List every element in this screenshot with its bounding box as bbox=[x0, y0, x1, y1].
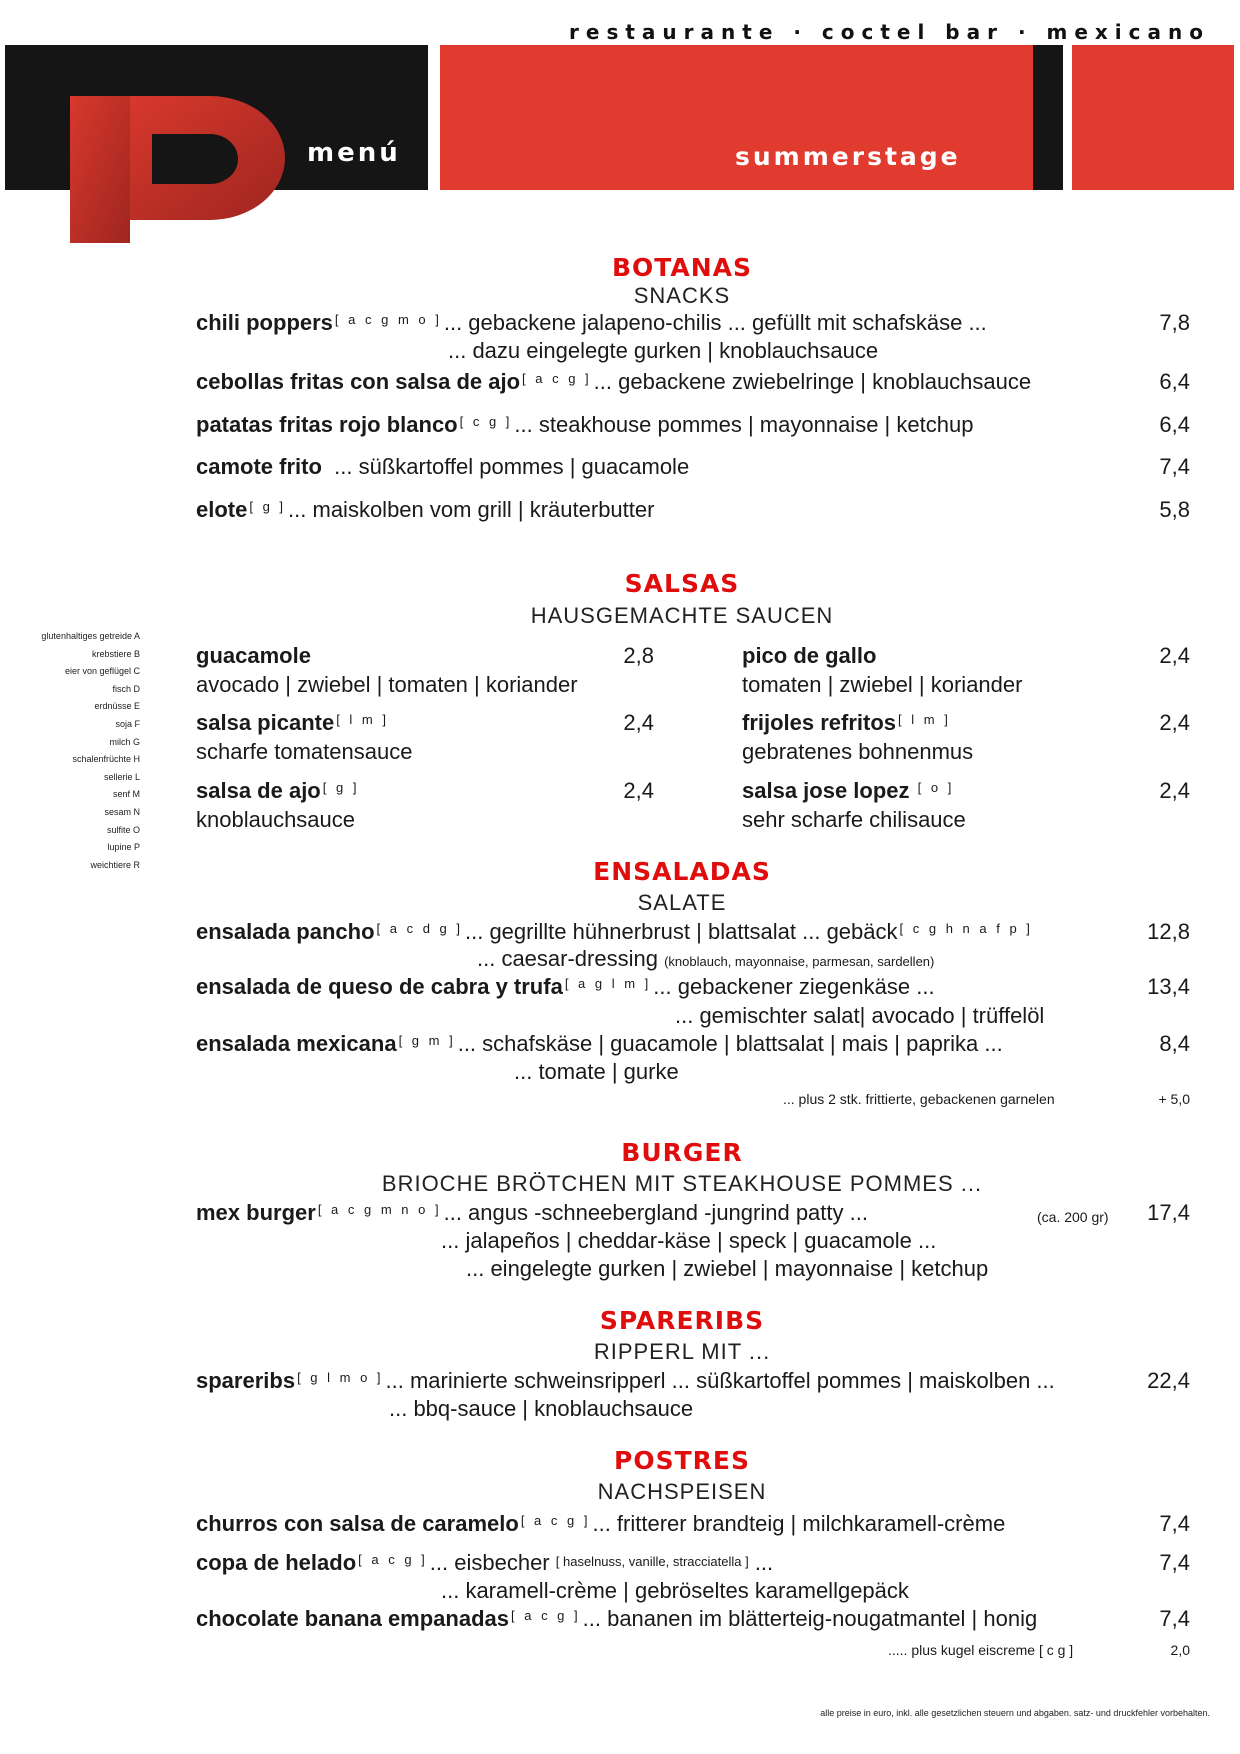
item-name: spareribs bbox=[196, 1368, 296, 1393]
section-title-spareribs: SPARERIBS bbox=[599, 1306, 765, 1335]
item-description: ... schafskäse | guacamole | blattsalat | mais | paprika ... bbox=[457, 1031, 1003, 1056]
item-description: ... fritterer brandteig | milchkaramell-crème bbox=[592, 1511, 1006, 1536]
section-title-ensaladas: ENSALADAS bbox=[593, 857, 771, 886]
item-price: 7,4 bbox=[1159, 454, 1190, 479]
section-subtitle-salsas: HAUSGEMACHTE SAUCEN bbox=[530, 603, 834, 628]
section-title-salsas: SALSAS bbox=[624, 569, 740, 598]
item-name: pico de gallo bbox=[742, 643, 877, 668]
menu-item-spareribs bbox=[196, 1368, 1055, 1394]
item-allergens: [ c g ] bbox=[459, 414, 513, 429]
allergen-item: milch G bbox=[109, 736, 140, 747]
allergen-item: glutenhaltiges getreide A bbox=[41, 631, 140, 641]
item-name: cebollas fritas con salsa de ajo bbox=[196, 369, 521, 394]
item-price: 2,4 bbox=[623, 710, 654, 735]
item-name: patatas fritas rojo blanco bbox=[196, 412, 458, 437]
item-price: 7,4 bbox=[1159, 1606, 1190, 1631]
item-description: tomaten | zwiebel | koriander bbox=[742, 672, 1023, 697]
allergen-item: lupine P bbox=[107, 842, 140, 853]
item-name: ensalada de queso de cabra y trufa bbox=[196, 974, 563, 999]
item-note: [ haselnuss, vanille, stracciatella ] bbox=[555, 1554, 749, 1569]
item-description: sehr scharfe chilisauce bbox=[742, 807, 966, 832]
item-description-line2: ... jalapeños | cheddar-käse | speck | guacamole ... bbox=[441, 1228, 937, 1253]
allergen-item: fisch D bbox=[112, 683, 140, 694]
item-description: ... süßkartoffel pommes | guacamole bbox=[334, 454, 690, 479]
item-allergens: [ g ] bbox=[322, 780, 360, 795]
section-title-postres: POSTRES bbox=[614, 1446, 750, 1475]
allergen-item: schalenfrüchte H bbox=[72, 754, 140, 765]
item-description-line2 bbox=[477, 946, 934, 972]
item-description: ... gebackene jalapeno-chilis ... gefüllt mit schafskäse ... bbox=[443, 310, 987, 335]
menu-item-salsa-de-ajo bbox=[196, 778, 361, 804]
extra-garnelen: ... plus 2 stk. frittierte, gebackenen garnelen bbox=[783, 1091, 1055, 1107]
item-price: 7,4 bbox=[1159, 1511, 1190, 1536]
item-allergens: [ a c g m n o ] bbox=[317, 1202, 442, 1217]
extra-eiscreme: ..... plus kugel eiscreme [ c g ] bbox=[888, 1642, 1074, 1658]
section-subtitle-burger: BRIOCHE BRÖTCHEN MIT STEAKHOUSE POMMES ... bbox=[381, 1171, 983, 1196]
item-price: 17,4 bbox=[1147, 1200, 1190, 1225]
item-price: 22,4 bbox=[1147, 1368, 1190, 1393]
allergen-item: sellerie L bbox=[103, 771, 140, 782]
menu-item-guacamole bbox=[196, 643, 311, 669]
menu-item-churros bbox=[196, 1511, 1005, 1537]
menu-item-salsa-jose-lopez bbox=[742, 778, 956, 804]
section-title-botanas: BOTANAS bbox=[611, 253, 753, 282]
item-name: elote bbox=[196, 497, 248, 522]
menu-item-camote-frito bbox=[196, 454, 689, 480]
item-description: ... marinierte schweinsripperl ... süßkartoffel pommes | maiskolben ... bbox=[385, 1368, 1055, 1393]
section-title-burger: BURGER bbox=[621, 1138, 743, 1167]
item-name: salsa de ajo bbox=[196, 778, 321, 803]
item-description: ... gebackener ziegenkäse ... bbox=[653, 974, 935, 999]
header-red-panel-right bbox=[1072, 45, 1234, 190]
item-description: ... caesar-dressing bbox=[477, 946, 658, 971]
section-subtitle-postres: NACHSPEISEN bbox=[597, 1479, 767, 1504]
logo-p-icon bbox=[60, 88, 290, 243]
extra-price: 2,0 bbox=[1170, 1642, 1190, 1658]
item-allergens: [ o ] bbox=[917, 780, 955, 795]
item-description: ... bananen im blätterteig-nougatmantel | honig bbox=[582, 1606, 1038, 1631]
menu-item-salsa-picante bbox=[196, 710, 391, 736]
item-description-line2: ... bbq-sauce | knoblauchsauce bbox=[389, 1396, 694, 1421]
item-description-line3: ... eingelegte gurken | zwiebel | mayonnaise | ketchup bbox=[466, 1256, 989, 1281]
section-subtitle-spareribs: RIPPERL MIT ... bbox=[593, 1339, 771, 1364]
item-price: 8,4 bbox=[1159, 1031, 1190, 1056]
menu-item-copa-de-helado bbox=[196, 1550, 773, 1576]
item-name: chili poppers bbox=[196, 310, 333, 335]
section-subtitle-ensaladas: SALATE bbox=[637, 890, 727, 915]
allergen-legend bbox=[20, 628, 140, 874]
item-description: ... gebackene zwiebelringe | knoblauchsauce bbox=[593, 369, 1032, 394]
item-allergens: [ l m ] bbox=[336, 712, 389, 727]
item-price: 12,8 bbox=[1147, 919, 1190, 944]
item-description: ... maiskolben vom grill | kräuterbutter bbox=[288, 497, 655, 522]
header-black-stripe bbox=[1033, 45, 1063, 190]
item-allergens: [ a g l m ] bbox=[564, 976, 652, 991]
menu-item-patatas-fritas bbox=[196, 412, 973, 438]
item-name: guacamole bbox=[196, 643, 311, 668]
allergen-item: soja F bbox=[115, 718, 140, 729]
summerstage-label: summerstage bbox=[735, 142, 961, 171]
menu-item-ensalada-mexicana bbox=[196, 1031, 1003, 1057]
item-description-line2: ... gemischter salat| avocado | trüffelöl bbox=[675, 1003, 1045, 1028]
item-allergens: [ a c g ] bbox=[511, 1608, 581, 1623]
menu-item-frijoles-refritos bbox=[742, 710, 953, 736]
allergen-item: senf M bbox=[112, 789, 140, 800]
item-price: 6,4 bbox=[1159, 369, 1190, 394]
item-name: camote frito bbox=[196, 454, 322, 479]
allergen-item: erdnüsse E bbox=[94, 701, 140, 712]
item-description: ... steakhouse pommes | mayonnaise | ketchup bbox=[514, 412, 974, 437]
footer-disclaimer: alle preise in euro, inkl. alle gesetzlichen steuern und abgaben. satz- und druckfehler vorbehalten. bbox=[820, 1708, 1210, 1718]
item-description: ... eisbecher bbox=[429, 1550, 550, 1575]
item-note: (knoblauch, mayonnaise, parmesan, sardellen) bbox=[664, 954, 935, 969]
menu-item-ensalada-queso-cabra bbox=[196, 974, 935, 1000]
item-description-line2: ... karamell-crème | gebröseltes karamellgepäck bbox=[441, 1578, 909, 1603]
item-description: avocado | zwiebel | tomaten | koriander bbox=[196, 672, 578, 697]
section-subtitle-botanas: SNACKS bbox=[633, 283, 731, 308]
item-description: scharfe tomatensauce bbox=[196, 739, 413, 764]
item-allergens: [ a c g m o ] bbox=[334, 312, 442, 327]
item-description-line2: ... tomate | gurke bbox=[514, 1059, 679, 1084]
item-price: 13,4 bbox=[1147, 974, 1190, 999]
item-allergens: [ a c g ] bbox=[522, 371, 592, 386]
item-name: chocolate banana empanadas bbox=[196, 1606, 509, 1631]
allergen-item: krebstiere B bbox=[91, 648, 140, 659]
item-price: 6,4 bbox=[1159, 412, 1190, 437]
item-price: 5,8 bbox=[1159, 497, 1190, 522]
item-name: salsa picante bbox=[196, 710, 335, 735]
item-allergens: [ a c d g ] bbox=[376, 921, 463, 936]
item-price: 2,4 bbox=[1159, 710, 1190, 735]
item-allergens: [ a c g ] bbox=[520, 1513, 591, 1528]
item-weight: (ca. 200 gr) bbox=[1037, 1209, 1109, 1225]
menu-item-chili-poppers bbox=[196, 310, 987, 336]
menu-item-pico-de-gallo bbox=[742, 643, 876, 669]
item-name: salsa jose lopez bbox=[742, 778, 910, 803]
allergen-item: eier von geflügel C bbox=[64, 666, 140, 677]
menu-item-cebollas-fritas bbox=[196, 369, 1031, 395]
allergen-item: weichtiere R bbox=[90, 859, 140, 870]
item-name: mex burger bbox=[196, 1200, 316, 1225]
item-price: 2,4 bbox=[1159, 778, 1190, 803]
item-name: frijoles refritos bbox=[742, 710, 897, 735]
allergen-item: sesam N bbox=[104, 806, 140, 817]
item-allergens-secondary: [ c g h n a f p ] bbox=[899, 921, 1033, 936]
item-allergens: [ l m ] bbox=[898, 712, 951, 727]
extra-price: + 5,0 bbox=[1158, 1091, 1190, 1107]
item-price: 2,4 bbox=[623, 778, 654, 803]
item-price: 2,8 bbox=[623, 643, 654, 668]
item-allergens: [ g l m o ] bbox=[297, 1370, 384, 1385]
item-description: ... angus -schneebergland -jungrind patty ... bbox=[443, 1200, 868, 1225]
item-allergens: [ g m ] bbox=[398, 1033, 456, 1048]
item-name: ensalada pancho bbox=[196, 919, 375, 944]
item-description-tail: ... bbox=[748, 1550, 774, 1575]
menu-item-chocolate-banana-empanadas bbox=[196, 1606, 1037, 1632]
item-description: ... gegrillte hühnerbrust | blattsalat ... gebäck bbox=[465, 919, 898, 944]
menu-item-elote bbox=[196, 497, 654, 523]
item-description: knoblauchsauce bbox=[196, 807, 356, 832]
menu-item-mex-burger bbox=[196, 1200, 868, 1226]
item-price: 2,4 bbox=[1159, 643, 1190, 668]
allergen-item: sulfite O bbox=[106, 824, 140, 835]
item-allergens: [ g ] bbox=[249, 499, 287, 514]
tagline: restaurante · coctel bar · mexicano bbox=[569, 20, 1210, 44]
menu-item-ensalada-pancho bbox=[196, 919, 1035, 945]
item-allergens: [ a c g ] bbox=[358, 1552, 428, 1567]
item-price: 7,8 bbox=[1159, 310, 1190, 335]
menu-label: menú bbox=[307, 138, 401, 168]
item-name: churros con salsa de caramelo bbox=[196, 1511, 519, 1536]
item-price: 7,4 bbox=[1159, 1550, 1190, 1575]
item-description-line2: ... dazu eingelegte gurken | knoblauchsauce bbox=[448, 338, 879, 363]
item-name: ensalada mexicana bbox=[196, 1031, 397, 1056]
item-name: copa de helado bbox=[196, 1550, 357, 1575]
item-description: gebratenes bohnenmus bbox=[742, 739, 974, 764]
